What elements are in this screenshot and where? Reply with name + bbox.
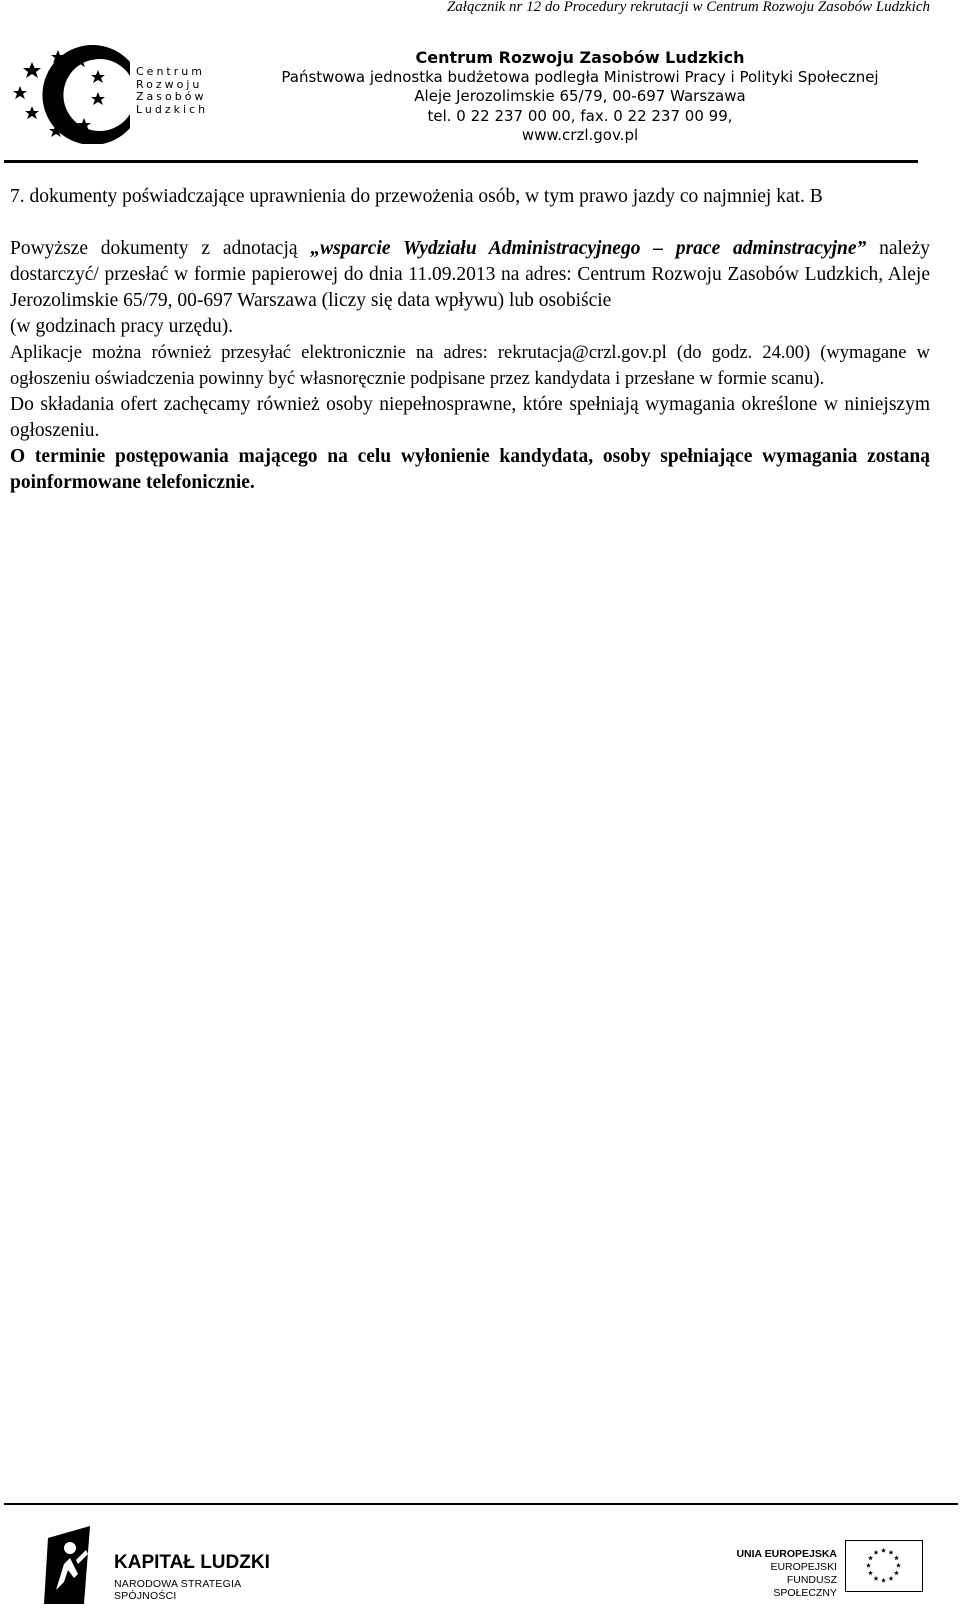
eu-star xyxy=(894,1555,899,1560)
logo-text-line: Centrum xyxy=(136,65,205,78)
submission-paragraph xyxy=(10,236,930,314)
logo-text-line: Zasobów xyxy=(136,90,207,103)
org-subtitle: Państwowa jednostka budżetowa podległa Ministrowi Pracy i Polityki Społecznej xyxy=(281,67,879,86)
eu-star xyxy=(889,1576,894,1581)
eu-stars-icon xyxy=(846,1541,921,1590)
eu-line-union: UNIA EUROPEJSKA xyxy=(736,1548,837,1560)
document-body xyxy=(10,184,930,496)
list-item-7: 7. dokumenty poświadczające uprawnienia do przewożenia osób, w tym prawo jazdy co najmniej kat. B xyxy=(10,186,823,207)
logo-text-line: Ludzkich xyxy=(136,102,209,116)
header-divider xyxy=(4,160,918,163)
office-hours-note: (w godzinach pracy urzędu). xyxy=(10,316,234,337)
eu-star xyxy=(868,1555,873,1560)
eu-star xyxy=(896,1563,901,1568)
submission-annotation: „wsparcie Wydziału Administracyjnego – prace adminstracyjne” xyxy=(310,238,867,259)
eu-text xyxy=(725,1548,837,1600)
disability-invitation-paragraph: Do składania ofert zachęcamy również osoby niepełnosprawne, które spełniają wymagania określone w niniejszym ogłoszeniu. xyxy=(10,394,930,441)
eu-star xyxy=(881,1548,886,1553)
eu-flag-icon xyxy=(845,1540,923,1592)
eu-star xyxy=(874,1550,879,1555)
org-website[interactable]: www.crzl.gov.pl xyxy=(521,126,639,144)
annex-note: Załącznik nr 12 do Procedury rekrutacji w Centrum Rozwoju Zasobów Ludzkich xyxy=(446,0,930,15)
kapital-ludzki-subtitle: NARODOWA STRATEGIA SPÓJNOŚCI xyxy=(114,1578,241,1602)
eu-star xyxy=(874,1576,879,1581)
eu-logo xyxy=(725,1540,947,1600)
eu-star xyxy=(868,1570,873,1575)
org-phone: tel. 0 22 237 00 00, fax. 0 22 237 00 99, xyxy=(427,106,733,125)
eu-star xyxy=(881,1578,886,1583)
eu-line-social-fund: FUNDUSZ SPOŁECZNY xyxy=(773,1574,837,1599)
eu-star xyxy=(866,1563,871,1568)
electronic-application-paragraph: Aplikacje można również przesyłać elektronicznie na adres: rekrutacja@crzl.gov.pl (do godz. 24.00) (wymagane w ogłoszeniu oświadczenia powinny być własnoręcznie podpisane przez kandydata i przesłane w formie scanu). xyxy=(10,343,930,389)
org-address: Aleje Jerozolimskie 65/79, 00-697 Warszawa xyxy=(414,87,746,105)
org-name: Centrum Rozwoju Zasobów Ludzkich xyxy=(415,48,745,67)
crzl-logo xyxy=(12,44,212,144)
submission-details: należy dostarczyć/ przesłać w formie papierowej do dnia 11.09.2013 na adres: Centrum Rozwoju Zasobów Ludzkich, Aleje Jerozolimskie 65/79, 00-697 Warszawa (liczy się data wpływu) lub osobiście xyxy=(10,238,930,311)
eu-star xyxy=(894,1570,899,1575)
organization-header xyxy=(250,48,910,146)
footer-divider xyxy=(4,1503,958,1505)
submission-intro: Powyższe dokumenty z adnotacją xyxy=(10,238,311,259)
eu-star xyxy=(889,1550,894,1555)
kapital-ludzki-title: KAPITAŁ LUDZKI xyxy=(114,1552,270,1573)
kapital-ludzki-emblem xyxy=(40,1524,100,1604)
notification-paragraph: O terminie postępowania mającego na celu wyłonienie kandydata, osoby spełniające wymagania zostaną poinformowane telefonicznie. xyxy=(10,446,930,493)
eu-line-european: EUROPEJSKI xyxy=(770,1561,837,1573)
logo-text-line: Rozwoju xyxy=(136,77,203,91)
kapital-ludzki-logo xyxy=(40,1530,300,1610)
